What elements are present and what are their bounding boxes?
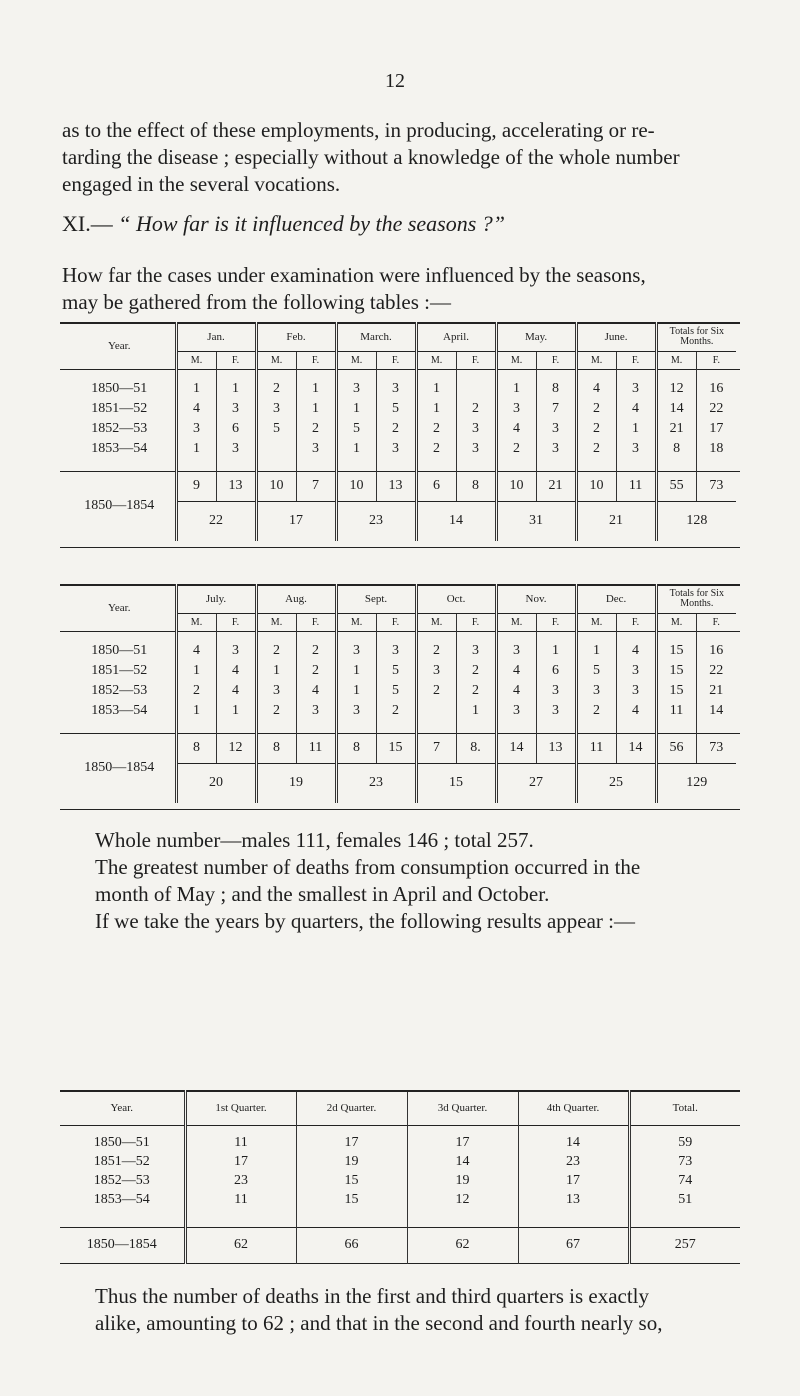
summary-cell: 21 — [536, 471, 576, 501]
lead-line: may be gathered from the following tables :— — [62, 290, 451, 314]
table-cell: 3 — [216, 641, 256, 661]
table-cell: 17 — [407, 1133, 518, 1152]
summary-cell: 13 — [216, 471, 256, 501]
table-row — [60, 1152, 740, 1171]
summary-cell: 7 — [296, 471, 336, 501]
summary-year: 1850—1854 — [60, 471, 176, 541]
table-cell: 1 — [336, 681, 376, 701]
table-cell: 14 — [518, 1133, 629, 1152]
totals-header: Totals for Six Months. — [656, 323, 736, 351]
closing-line: Thus the number of deaths in the first and third quarters is exactly — [95, 1284, 650, 1308]
table-cell: 8 — [656, 439, 696, 459]
summary-cell: 12 — [216, 733, 256, 763]
table-cell: 2 — [376, 701, 416, 721]
table-cell: 3 — [296, 439, 336, 459]
table-cell: 1 — [496, 379, 536, 399]
table-cell: 2 — [296, 661, 336, 681]
table-cell: 2 — [256, 379, 296, 399]
table-cell: 4 — [616, 399, 656, 419]
summary-total: 128 — [686, 513, 708, 529]
table-cell: 1 — [256, 661, 296, 681]
male-subheader: M. — [336, 351, 376, 369]
month-header: Aug. — [256, 585, 336, 613]
total-cell: 62 — [407, 1227, 518, 1263]
male-subheader: M. — [176, 613, 216, 631]
summary-paragraph — [95, 827, 775, 935]
table-cell: 14 — [656, 399, 696, 419]
total-cell: 66 — [296, 1227, 407, 1263]
table-cell: 1 — [336, 661, 376, 681]
table-cell: 59 — [678, 1134, 693, 1150]
table-cell: 5 — [576, 661, 616, 681]
table-cell: 16 — [709, 381, 724, 396]
table-cell: 11 — [656, 701, 696, 721]
total-row — [60, 1227, 740, 1263]
table-cell: 3 — [616, 439, 656, 459]
table-cell: 5 — [376, 661, 416, 681]
lead-line: How far the cases under examination were influenced by the seasons, — [62, 263, 646, 287]
male-subheader: M. — [256, 351, 296, 369]
summary-cell: 10 — [336, 471, 376, 501]
total-cell: 67 — [518, 1227, 629, 1263]
month-header: Oct. — [416, 585, 496, 613]
summary-cell: 55 — [656, 471, 696, 501]
table-cell: 2 — [296, 641, 336, 661]
table-cell: 5 — [376, 681, 416, 701]
table-cell: 51 — [678, 1191, 693, 1207]
month-header: Feb. — [256, 323, 336, 351]
intro-paragraph — [62, 117, 762, 198]
table-cell: 3 — [256, 399, 296, 419]
table-cell: 1 — [216, 701, 256, 721]
table-cell: 2 — [296, 419, 336, 439]
female-subheader: F. — [616, 351, 656, 369]
table-cell: 2 — [456, 681, 496, 701]
table-cell: 15 — [656, 641, 696, 661]
month-header: Dec. — [576, 585, 656, 613]
table-cell: 4 — [216, 661, 256, 681]
table-cell: 1 — [176, 661, 216, 681]
summary-cell: 10 — [576, 471, 616, 501]
table-cell: 3 — [376, 379, 416, 399]
female-subheader: F. — [216, 613, 256, 631]
summary-total: 21 — [576, 501, 656, 541]
closing-line: alike, amounting to 62 ; and that in the second and fourth nearly so, — [95, 1311, 663, 1335]
total-cell: 257 — [674, 1237, 696, 1252]
table-cell: 19 — [407, 1171, 518, 1190]
summary-cell: 10 — [256, 471, 296, 501]
table-cell: 2 — [256, 701, 296, 721]
table-cell: 3 — [176, 419, 216, 439]
summary-cell: 14 — [616, 733, 656, 763]
summary-cell: 13 — [376, 471, 416, 501]
table-cell: 3 — [616, 661, 656, 681]
lead-paragraph — [62, 262, 762, 316]
table-cell: 3 — [576, 681, 616, 701]
table-cell: 2 — [576, 399, 616, 419]
summary-cell: 13 — [536, 733, 576, 763]
intro-line: engaged in the several vocations. — [62, 172, 341, 196]
summary-line: The greatest number of deaths from consumption occurred in the — [95, 855, 641, 879]
summary-line: Whole number—males 111, females 146 ; total 257. — [95, 828, 534, 852]
table-cell: 3 — [376, 641, 416, 661]
table-cell: 17 — [518, 1171, 629, 1190]
female-subheader: F. — [712, 354, 720, 366]
table-cell: 3 — [496, 399, 536, 419]
summary-cell: 15 — [376, 733, 416, 763]
table-cell: 2 — [416, 641, 456, 661]
row-year: 1851—52 — [60, 399, 176, 419]
year-header: Year. — [60, 585, 176, 631]
quarters-table — [60, 1090, 740, 1264]
table-cell: 4 — [176, 641, 216, 661]
month-header: Sept. — [336, 585, 416, 613]
table-cell: 22 — [709, 663, 724, 678]
table-cell: 8 — [536, 379, 576, 399]
intro-line: as to the effect of these employments, in producing, accelerating or re- — [62, 118, 655, 142]
table-cell: 3 — [496, 701, 536, 721]
table-cell: 3 — [616, 681, 656, 701]
table-cell: 11 — [185, 1133, 296, 1152]
table-cell: 1 — [456, 701, 496, 721]
summary-total: 17 — [256, 501, 336, 541]
table-row — [60, 1171, 740, 1190]
table-cell: 2 — [496, 439, 536, 459]
summary-total: 27 — [496, 763, 576, 803]
male-subheader: M. — [336, 613, 376, 631]
table-row — [60, 1190, 740, 1209]
table-cell: 1 — [416, 379, 456, 399]
summary-cell: 56 — [656, 733, 696, 763]
table-cell: 4 — [576, 379, 616, 399]
table-cell: 2 — [576, 701, 616, 721]
table-cell: 3 — [456, 439, 496, 459]
table-cell: 15 — [656, 681, 696, 701]
table-cell: 11 — [185, 1190, 296, 1209]
summary-total: 20 — [176, 763, 256, 803]
table-cell: 6 — [216, 419, 256, 439]
table-cell: 1 — [176, 701, 216, 721]
month-header: Jan. — [176, 323, 256, 351]
table-cell: 12 — [407, 1190, 518, 1209]
row-year: 1853—54 — [60, 439, 176, 459]
summary-total: 129 — [686, 775, 708, 791]
table-cell: 15 — [296, 1190, 407, 1209]
table-cell: 4 — [616, 641, 656, 661]
table-cell: 1 — [296, 399, 336, 419]
table-cell: 2 — [376, 419, 416, 439]
summary-total: 19 — [256, 763, 336, 803]
table-cell: 6 — [536, 661, 576, 681]
quarter-header: 4th Quarter. — [518, 1091, 629, 1125]
table-cell: 18 — [709, 441, 724, 456]
table-cell: 4 — [616, 701, 656, 721]
quarter-header: Total. — [672, 1102, 698, 1115]
summary-cell: 6 — [416, 471, 456, 501]
table-cell: 5 — [336, 419, 376, 439]
table-row — [60, 641, 740, 661]
table-cell: 1 — [576, 641, 616, 661]
table-cell: 17 — [185, 1152, 296, 1171]
totals-header: Totals for Six Months. — [656, 585, 736, 613]
table-row — [60, 399, 740, 419]
row-year: 1853—54 — [60, 701, 176, 721]
section-heading — [62, 211, 505, 237]
table-cell: 3 — [456, 641, 496, 661]
table-cell: 3 — [256, 681, 296, 701]
summary-cell: 73 — [696, 471, 736, 501]
row-year: 1851—52 — [60, 661, 176, 681]
female-subheader: F. — [376, 613, 416, 631]
table-cell: 1 — [616, 419, 656, 439]
summary-cell: 9 — [176, 471, 216, 501]
female-subheader: F. — [536, 351, 576, 369]
male-subheader: M. — [416, 613, 456, 631]
table-cell: 12 — [656, 379, 696, 399]
table-row — [60, 439, 740, 459]
table-cell: 2 — [456, 661, 496, 681]
female-subheader: F. — [456, 613, 496, 631]
table-cell: 3 — [416, 661, 456, 681]
row-year: 1850—51 — [60, 379, 176, 399]
table-cell: 1850—51 — [60, 1133, 185, 1152]
table-cell: 3 — [296, 701, 336, 721]
section-number: XI.— — [62, 211, 113, 236]
intro-line: tarding the disease ; especially without a knowledge of the whole number — [62, 145, 680, 169]
months-table-july-dec — [60, 584, 740, 810]
table-cell: 5 — [256, 419, 296, 439]
summary-cell: 73 — [696, 733, 736, 763]
closing-paragraph — [95, 1283, 785, 1337]
summary-cell: 8 — [456, 471, 496, 501]
male-subheader: M. — [176, 351, 216, 369]
table-cell: 4 — [496, 419, 536, 439]
summary-total: 22 — [176, 501, 256, 541]
table-cell: 1 — [296, 379, 336, 399]
table-row — [60, 1133, 740, 1152]
table-cell: 4 — [216, 681, 256, 701]
table-cell: 5 — [376, 399, 416, 419]
row-year: 1852—53 — [60, 681, 176, 701]
quarter-header: Year. — [60, 1091, 185, 1125]
table-cell: 13 — [518, 1190, 629, 1209]
table-cell: 4 — [496, 661, 536, 681]
table-cell: 1 — [416, 399, 456, 419]
table-cell: 3 — [456, 419, 496, 439]
table-cell: 3 — [216, 399, 256, 419]
table-cell: 4 — [296, 681, 336, 701]
page-number: 12 — [385, 70, 405, 92]
months-table-jan-june — [60, 322, 740, 548]
table-row — [60, 701, 740, 721]
summary-cell: 11 — [576, 733, 616, 763]
table-cell: 4 — [176, 399, 216, 419]
section-title: “ How far is it influenced by the seasons ?” — [118, 211, 506, 236]
table-cell: 22 — [709, 401, 724, 416]
table-cell: 3 — [336, 379, 376, 399]
table-cell: 23 — [518, 1152, 629, 1171]
female-subheader: F. — [712, 616, 720, 628]
summary-line: If we take the years by quarters, the following results appear :— — [95, 909, 635, 933]
table-cell: 17 — [709, 421, 724, 436]
male-subheader: M. — [656, 613, 696, 631]
table-cell — [416, 701, 456, 721]
table-cell: 15 — [656, 661, 696, 681]
female-subheader: F. — [296, 351, 336, 369]
month-header: June. — [576, 323, 656, 351]
table-cell: 4 — [496, 681, 536, 701]
summary-total: 23 — [336, 501, 416, 541]
table-row — [60, 379, 740, 399]
table-cell: 3 — [216, 439, 256, 459]
table-cell: 1 — [216, 379, 256, 399]
table-cell: 2 — [576, 419, 616, 439]
table-cell: 14 — [709, 703, 724, 718]
male-subheader: M. — [496, 351, 536, 369]
row-year: 1850—51 — [60, 641, 176, 661]
table-cell: 15 — [296, 1171, 407, 1190]
female-subheader: F. — [536, 613, 576, 631]
table-cell: 3 — [336, 641, 376, 661]
table-cell: 74 — [678, 1172, 693, 1188]
female-subheader: F. — [376, 351, 416, 369]
table-cell: 2 — [416, 681, 456, 701]
summary-cell: 8 — [336, 733, 376, 763]
table-cell: 3 — [536, 419, 576, 439]
table-cell: 3 — [536, 701, 576, 721]
table-cell: 1 — [336, 399, 376, 419]
month-header: Nov. — [496, 585, 576, 613]
table-cell: 7 — [536, 399, 576, 419]
table-cell: 3 — [496, 641, 536, 661]
table-row — [60, 661, 740, 681]
female-subheader: F. — [456, 351, 496, 369]
quarter-header: 2d Quarter. — [296, 1091, 407, 1125]
male-subheader: M. — [496, 613, 536, 631]
table-cell: 3 — [336, 701, 376, 721]
total-cell: 1850—1854 — [60, 1227, 185, 1263]
table-cell: 3 — [616, 379, 656, 399]
summary-line: month of May ; and the smallest in April and October. — [95, 882, 550, 906]
table-cell: 2 — [416, 439, 456, 459]
table-cell: 1 — [536, 641, 576, 661]
table-cell: 3 — [536, 681, 576, 701]
table-cell: 16 — [709, 643, 724, 658]
male-subheader: M. — [416, 351, 456, 369]
male-subheader: M. — [576, 351, 616, 369]
male-subheader: M. — [576, 613, 616, 631]
table-cell — [256, 439, 296, 459]
summary-total: 25 — [576, 763, 656, 803]
table-cell: 19 — [296, 1152, 407, 1171]
summary-cell: 14 — [496, 733, 536, 763]
table-cell: 14 — [407, 1152, 518, 1171]
summary-total: 14 — [416, 501, 496, 541]
male-subheader: M. — [656, 351, 696, 369]
table-cell: 23 — [185, 1171, 296, 1190]
table-cell: 2 — [456, 399, 496, 419]
table-cell: 73 — [678, 1153, 693, 1169]
table-cell — [456, 379, 496, 399]
summary-cell: 11 — [296, 733, 336, 763]
summary-total: 23 — [336, 763, 416, 803]
table-cell: 1 — [176, 439, 216, 459]
quarter-header: 1st Quarter. — [185, 1091, 296, 1125]
table-row — [60, 681, 740, 701]
table-cell: 1 — [336, 439, 376, 459]
year-header: Year. — [60, 323, 176, 369]
table-cell: 2 — [416, 419, 456, 439]
summary-total: 15 — [416, 763, 496, 803]
table-cell: 1 — [176, 379, 216, 399]
table-cell: 21 — [656, 419, 696, 439]
female-subheader: F. — [216, 351, 256, 369]
male-subheader: M. — [256, 613, 296, 631]
table-cell: 1852—53 — [60, 1171, 185, 1190]
month-header: July. — [176, 585, 256, 613]
summary-cell: 8 — [256, 733, 296, 763]
table-cell: 2 — [176, 681, 216, 701]
table-cell: 1853—54 — [60, 1190, 185, 1209]
female-subheader: F. — [616, 613, 656, 631]
summary-cell: 8. — [456, 733, 496, 763]
summary-year: 1850—1854 — [60, 733, 176, 803]
table-cell: 17 — [296, 1133, 407, 1152]
total-cell: 62 — [185, 1227, 296, 1263]
table-cell: 3 — [536, 439, 576, 459]
summary-total: 31 — [496, 501, 576, 541]
summary-cell: 7 — [416, 733, 456, 763]
quarter-header: 3d Quarter. — [407, 1091, 518, 1125]
summary-cell: 10 — [496, 471, 536, 501]
table-row — [60, 419, 740, 439]
table-cell: 1851—52 — [60, 1152, 185, 1171]
summary-cell: 11 — [616, 471, 656, 501]
month-header: March. — [336, 323, 416, 351]
table-cell: 2 — [576, 439, 616, 459]
row-year: 1852—53 — [60, 419, 176, 439]
month-header: May. — [496, 323, 576, 351]
table-cell: 2 — [256, 641, 296, 661]
summary-cell: 8 — [176, 733, 216, 763]
month-header: April. — [416, 323, 496, 351]
table-cell: 21 — [709, 683, 724, 698]
female-subheader: F. — [296, 613, 336, 631]
table-cell: 3 — [376, 439, 416, 459]
